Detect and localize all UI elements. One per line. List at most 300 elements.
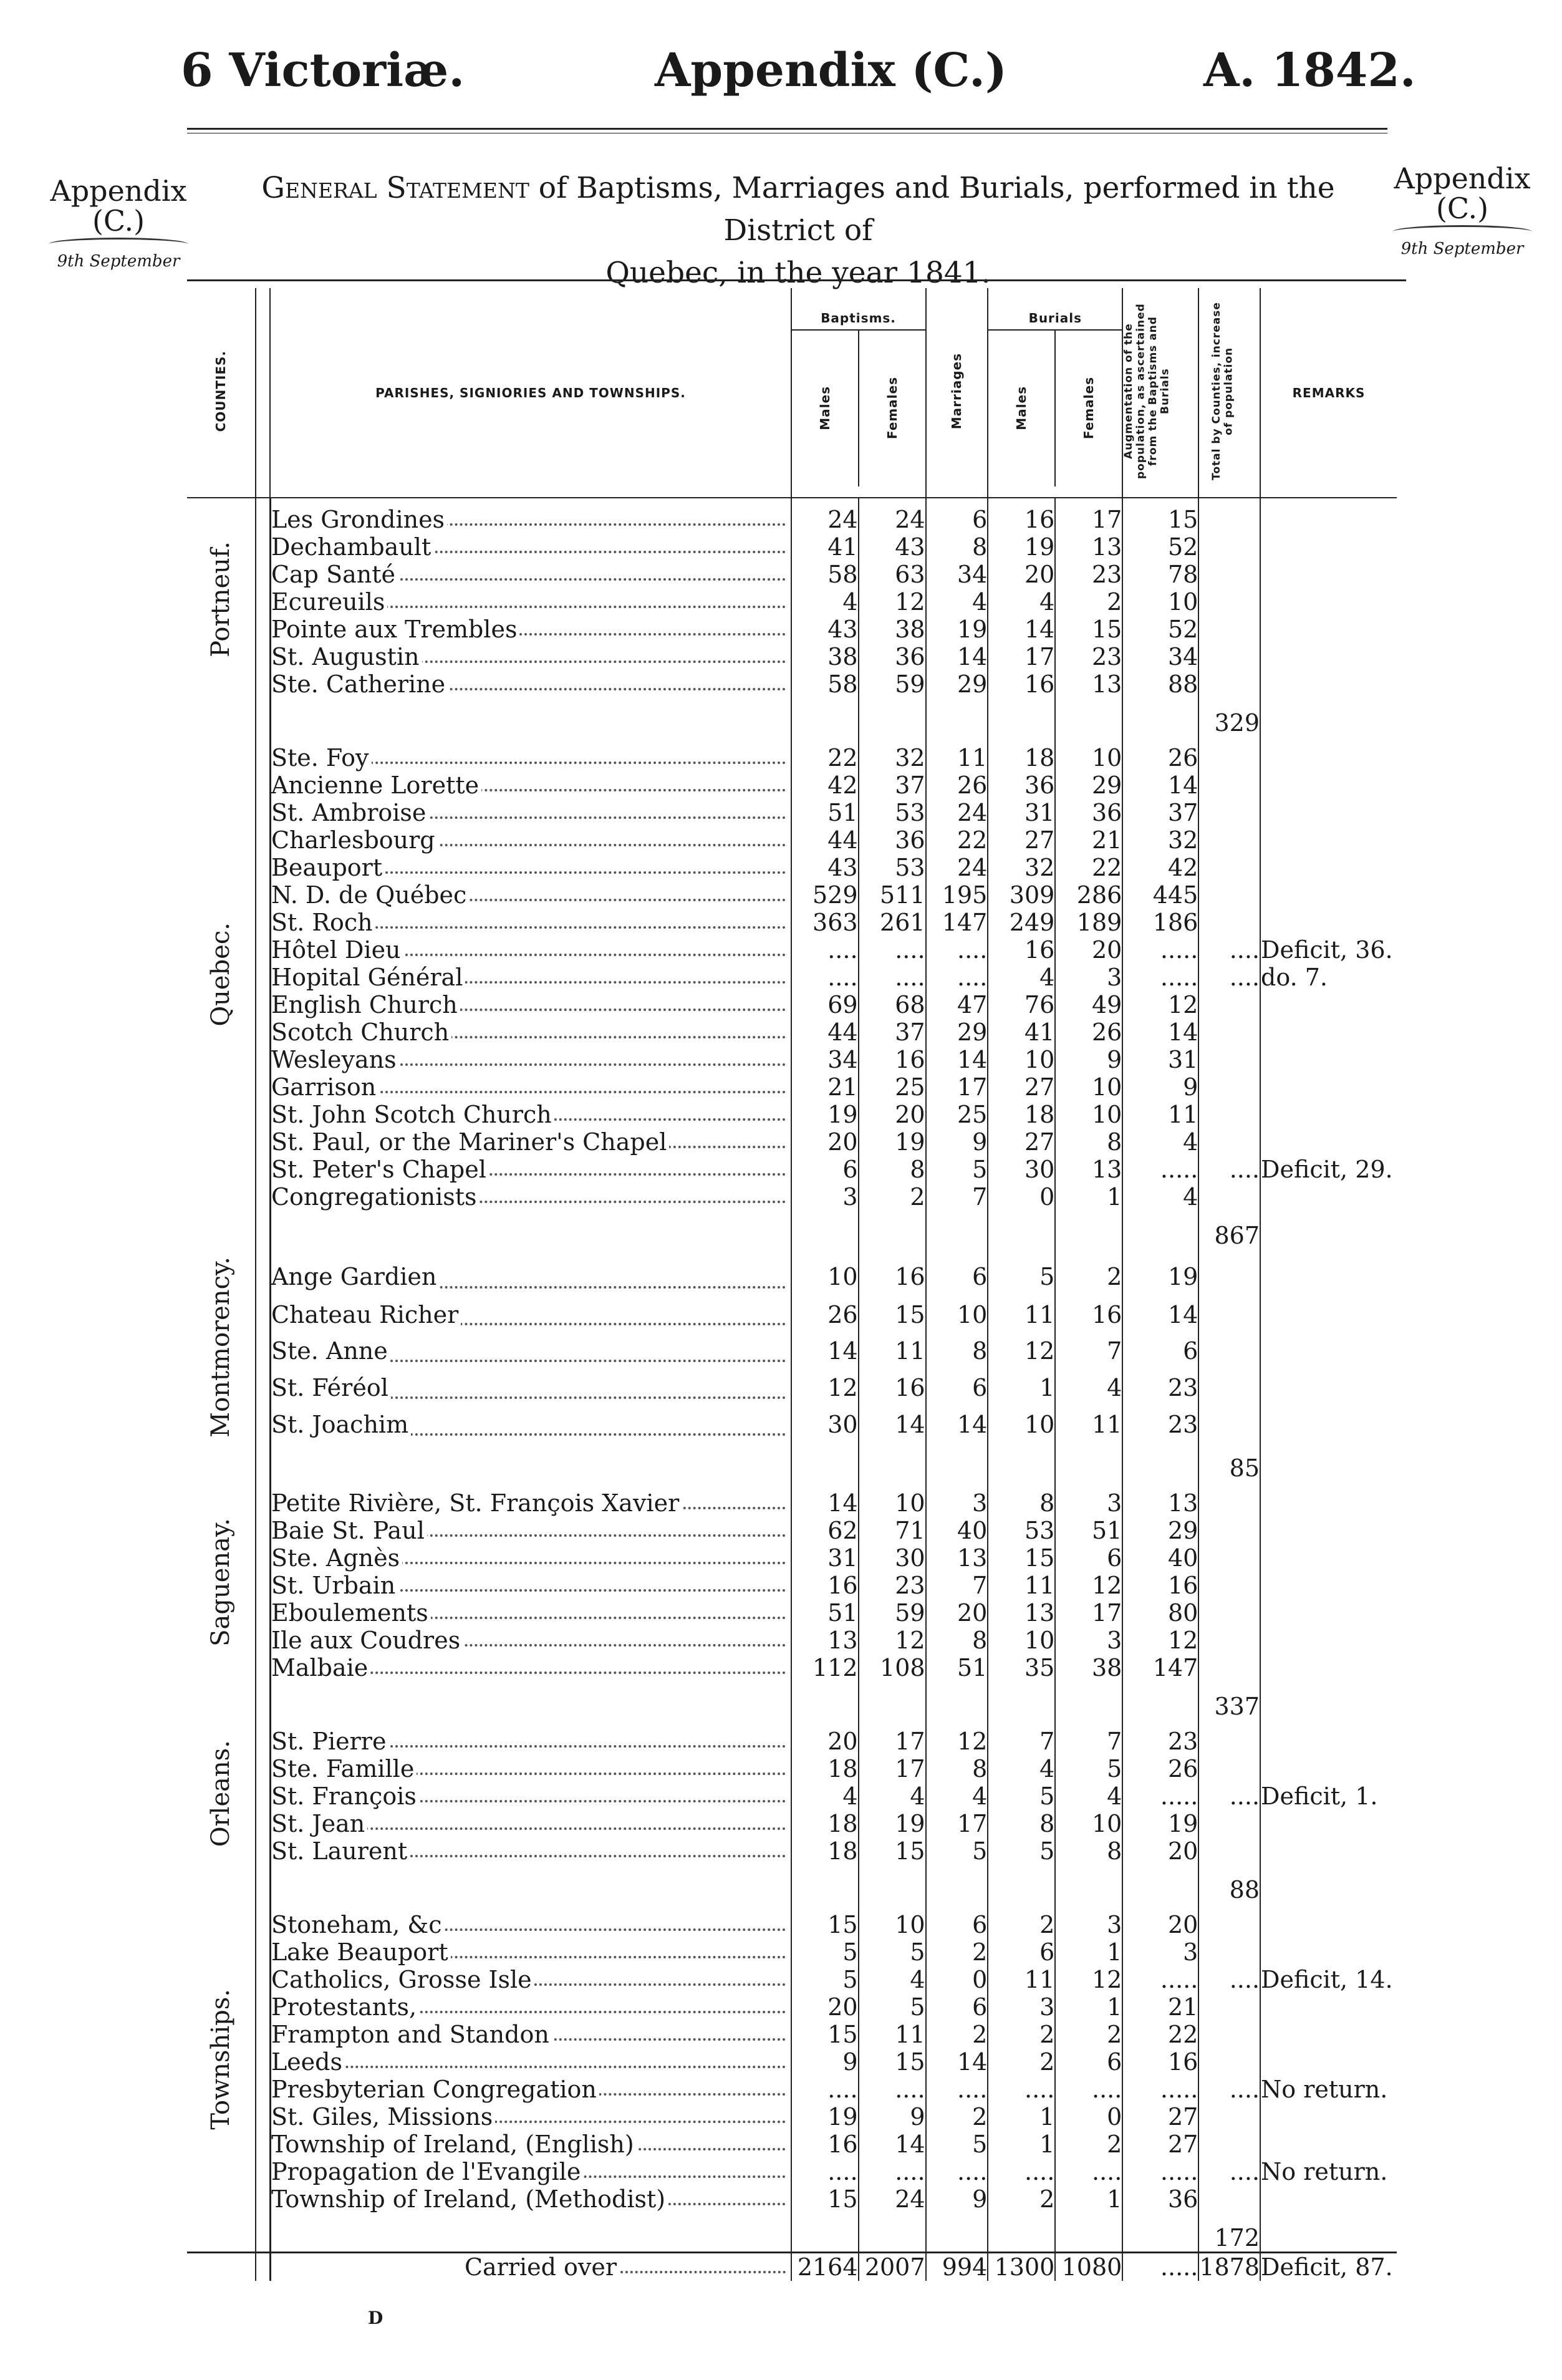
county-subtotal: 337	[1198, 1681, 1260, 1720]
augmentation-cell: 32	[1122, 826, 1198, 854]
marriages-cell: 2	[926, 1938, 988, 1966]
table-row	[187, 2131, 1397, 2158]
parish-label: Presbyterian Congregation	[271, 2076, 599, 2103]
burial-males-cell: 2	[988, 2021, 1055, 2048]
burial-males-cell: 10	[988, 1406, 1055, 1443]
burial-females-cell: 12	[1055, 1966, 1122, 1993]
table-row	[187, 1183, 1397, 1211]
augmentation-cell: .....	[1122, 1966, 1198, 1993]
total-cell: ....	[1198, 2158, 1260, 2185]
county-gap	[187, 2213, 256, 2253]
parish-name	[270, 1156, 791, 1183]
total-cell	[1198, 881, 1260, 909]
baptism-males-cell: 19	[791, 1101, 859, 1128]
parish-gap	[270, 1681, 791, 1720]
parish-name	[270, 1073, 791, 1101]
burial-males-cell: 17	[988, 643, 1055, 670]
burial-males-cell: 4	[988, 588, 1055, 616]
parish-name	[270, 1904, 791, 1938]
parish-label: Ste. Anne	[271, 1337, 390, 1365]
marriages-cell: 47	[926, 991, 988, 1018]
brace-gap	[256, 1681, 271, 1720]
col-baptisms-label: Baptisms.	[792, 299, 925, 331]
remarks-cell	[1260, 1370, 1397, 1406]
augmentation-cell: 14	[1122, 772, 1198, 799]
burial-males-cell: 1	[988, 2103, 1055, 2131]
baptism-males-cell: 15	[791, 2185, 859, 2213]
brace-icon	[1392, 225, 1532, 238]
baptism-males-cell: 4	[791, 588, 859, 616]
baptism-males-cell: 51	[791, 799, 859, 826]
table-row	[187, 826, 1397, 854]
burial-males-cell: 19	[988, 533, 1055, 561]
empty-cell	[791, 1681, 859, 1720]
burial-males-cell: 4	[988, 964, 1055, 991]
county-name: Orleans.	[206, 1739, 236, 1847]
empty-cell	[859, 1865, 926, 1904]
table-row	[187, 854, 1397, 881]
empty-cell	[859, 1443, 926, 1482]
total-cell	[1198, 498, 1260, 533]
empty-cell	[859, 1681, 926, 1720]
parish-name	[270, 2103, 791, 2131]
county-gap	[187, 698, 256, 737]
marriages-cell: 24	[926, 854, 988, 881]
parish-name	[270, 1810, 791, 1837]
remarks-cell	[1260, 2185, 1397, 2213]
table-row	[187, 881, 1397, 909]
remarks-cell	[1260, 2048, 1397, 2076]
total-cell: ....	[1198, 964, 1260, 991]
remarks-cell: Deficit, 1.	[1261, 1782, 1378, 1810]
augmentation-cell: 445	[1122, 881, 1198, 909]
augmentation-cell: .....	[1122, 1156, 1198, 1183]
brace-gap	[256, 2252, 271, 2281]
remarks-cell	[1260, 561, 1397, 588]
baptism-males-cell: 58	[791, 561, 859, 588]
burial-males-cell: 11	[988, 1966, 1055, 1993]
baptism-females-cell: 24	[859, 498, 926, 533]
marriages-cell: 29	[926, 1018, 988, 1046]
side-label-left-sub: (C.)	[92, 204, 145, 238]
augmentation-cell: 31	[1122, 1046, 1198, 1073]
marriages-cell: 5	[926, 1156, 988, 1183]
col-burial-males: Males	[988, 331, 1056, 486]
remarks-gap	[1260, 1681, 1397, 1720]
total-cell	[1198, 1333, 1260, 1370]
title-rule	[187, 279, 1406, 281]
subtotal-row	[187, 1681, 1397, 1720]
parish-name	[270, 1627, 791, 1654]
burial-females-cell: 0	[1055, 2103, 1122, 2131]
parish-label: Hôtel Dieu	[271, 936, 403, 964]
county-cell	[187, 1482, 256, 1681]
burial-males-cell: 27	[988, 1073, 1055, 1101]
parish-label: St. Roch	[271, 909, 375, 936]
remarks-cell	[1260, 533, 1397, 561]
total-cell	[1198, 1599, 1260, 1627]
burial-females-cell: 2	[1055, 1249, 1122, 1296]
burial-males-cell: 11	[988, 1296, 1055, 1333]
empty-cell	[1122, 698, 1198, 737]
carried-marriages: 994	[926, 2252, 988, 2281]
col-baptisms	[791, 288, 926, 498]
county-subtotal: 85	[1198, 1443, 1260, 1482]
table-row	[187, 670, 1397, 698]
empty-cell	[1055, 1443, 1122, 1482]
empty-cell	[1122, 1681, 1198, 1720]
table-row	[187, 1333, 1397, 1370]
remarks-cell	[1260, 670, 1397, 698]
augmentation-cell: 26	[1122, 1755, 1198, 1783]
total-cell	[1198, 670, 1260, 698]
parish-name	[270, 881, 791, 909]
burial-females-cell: 23	[1055, 643, 1122, 670]
augmentation-cell: .....	[1122, 1783, 1198, 1810]
baptism-females-cell: 25	[859, 1073, 926, 1101]
marriages-cell: 2	[926, 2103, 988, 2131]
parish-name	[270, 1783, 791, 1810]
burial-females-cell: 13	[1055, 1156, 1122, 1183]
remarks-cell: No return.	[1261, 2075, 1388, 2103]
parish-name	[270, 2021, 791, 2048]
brace-icon	[49, 238, 188, 251]
title-line1: of Baptisms, Marriages and Burials, performed in the District of	[529, 171, 1335, 248]
total-cell	[1198, 1654, 1260, 1681]
marriages-cell: 8	[926, 533, 988, 561]
parish-name	[270, 1249, 791, 1296]
marriages-cell: 13	[926, 1544, 988, 1572]
header-rule	[187, 128, 1387, 130]
empty-cell	[1122, 1211, 1198, 1249]
table-row	[187, 737, 1397, 772]
marriages-cell: 14	[926, 643, 988, 670]
marriages-cell: ....	[926, 936, 988, 964]
parish-name	[270, 1572, 791, 1599]
table-row	[187, 1966, 1397, 1993]
burial-males-cell: 15	[988, 1544, 1055, 1572]
side-label-right	[1387, 163, 1537, 258]
parish-name	[270, 2048, 791, 2076]
burial-females-cell: 26	[1055, 1018, 1122, 1046]
baptism-females-cell: 261	[859, 909, 926, 936]
subtotal-row	[187, 1211, 1397, 1249]
parish-label: Charlesbourg	[271, 826, 438, 854]
total-cell	[1198, 1837, 1260, 1865]
burial-males-cell: 7	[988, 1720, 1055, 1755]
parish-label: St. Joachim	[271, 1411, 411, 1438]
augmentation-cell: 13	[1122, 1482, 1198, 1517]
marriages-cell: 3	[926, 1482, 988, 1517]
total-cell	[1198, 909, 1260, 936]
county-subtotal: 329	[1198, 698, 1260, 737]
burial-females-cell: 11	[1055, 1406, 1122, 1443]
parish-name	[270, 854, 791, 881]
brace-icon	[256, 737, 271, 1211]
baptism-males-cell: 18	[791, 1837, 859, 1865]
carried-over-text: Carried over	[465, 2253, 619, 2281]
marriages-cell: 10	[926, 1296, 988, 1333]
table-row	[187, 1406, 1397, 1443]
table-row	[187, 1073, 1397, 1101]
parish-name	[270, 2185, 791, 2213]
baptism-females-cell: 108	[859, 1654, 926, 1681]
baptism-males-cell: 15	[791, 1904, 859, 1938]
table-row	[187, 1572, 1397, 1599]
remarks-cell	[1260, 588, 1397, 616]
parish-label: Wesleyans	[271, 1046, 399, 1073]
baptism-males-cell: 41	[791, 533, 859, 561]
table-row	[187, 1627, 1397, 1654]
burial-females-cell: 8	[1055, 1837, 1122, 1865]
title-smallcaps: General Statement	[261, 171, 529, 205]
empty-cell	[988, 1681, 1055, 1720]
burial-males-cell: 31	[988, 799, 1055, 826]
augmentation-cell: .....	[1122, 964, 1198, 991]
burial-males-cell: 2	[988, 2185, 1055, 2213]
baptism-females-cell: 9	[859, 2103, 926, 2131]
empty-cell	[926, 1865, 988, 1904]
county-cell	[187, 498, 256, 698]
baptism-females-cell: 30	[859, 1544, 926, 1572]
marriages-cell: 40	[926, 1517, 988, 1544]
total-cell	[1198, 616, 1260, 643]
county-gap	[187, 1211, 256, 1249]
burial-males-cell: ....	[988, 2076, 1055, 2103]
burial-males-cell: 5	[988, 1837, 1055, 1865]
baptism-females-cell: 19	[859, 1810, 926, 1837]
total-cell	[1198, 2103, 1260, 2131]
remarks-cell	[1260, 1406, 1397, 1443]
table-row	[187, 991, 1397, 1018]
remarks-cell	[1260, 1018, 1397, 1046]
augmentation-cell: 52	[1122, 533, 1198, 561]
marriages-cell: 195	[926, 881, 988, 909]
parish-label: Malbaie	[271, 1654, 370, 1681]
marriages-cell: 5	[926, 2131, 988, 2158]
parish-name	[270, 1938, 791, 1966]
total-cell	[1198, 588, 1260, 616]
total-cell	[1198, 772, 1260, 799]
remarks-cell	[1260, 498, 1397, 533]
marriages-cell: 6	[926, 1993, 988, 2021]
parish-label: Propagation de l'Evangile	[271, 2158, 583, 2185]
empty-cell	[791, 698, 859, 737]
empty-cell	[791, 2213, 859, 2253]
marriages-cell: 17	[926, 1810, 988, 1837]
augmentation-cell: 37	[1122, 799, 1198, 826]
parish-label: English Church	[271, 991, 460, 1018]
parish-label: St. Féréol	[271, 1374, 391, 1401]
baptism-males-cell: 69	[791, 991, 859, 1018]
parish-name	[270, 1544, 791, 1572]
augmentation-cell: 21	[1122, 1993, 1198, 2021]
subtotal-row	[187, 1443, 1397, 1482]
col-augmentation: Augmentation of the population, as ascertained from the Baptisms and Burials	[1122, 288, 1198, 498]
baptism-females-cell: 5	[859, 1938, 926, 1966]
parish-name	[270, 1720, 791, 1755]
marriages-cell: 2	[926, 2021, 988, 2048]
side-label-right-date: 9th September	[1400, 239, 1524, 258]
empty-cell	[988, 1865, 1055, 1904]
col-brace	[256, 288, 271, 498]
total-cell: ....	[1198, 1156, 1260, 1183]
table-row	[187, 2103, 1397, 2131]
parish-label: Pointe aux Trembles	[271, 616, 520, 643]
parish-label: Township of Ireland, (English)	[271, 2131, 637, 2158]
remarks-gap	[1260, 2213, 1397, 2253]
baptism-males-cell: ....	[791, 964, 859, 991]
total-cell	[1198, 1720, 1260, 1755]
parish-name	[270, 1296, 791, 1333]
baptism-females-cell: 36	[859, 826, 926, 854]
parish-gap	[270, 1865, 791, 1904]
remarks-cell	[1260, 1073, 1397, 1101]
empty-cell	[791, 1211, 859, 1249]
header-center: Appendix (C.)	[655, 44, 1007, 97]
burial-females-cell: 6	[1055, 1544, 1122, 1572]
marriages-cell: 4	[926, 1783, 988, 1810]
remarks-cell	[1260, 1572, 1397, 1599]
table-row	[187, 1544, 1397, 1572]
baptism-females-cell: 16	[859, 1370, 926, 1406]
parish-label: Scotch Church	[271, 1018, 451, 1046]
baptism-females-cell: 32	[859, 737, 926, 772]
parish-label: Township of Ireland, (Methodist)	[271, 2185, 668, 2213]
burial-males-cell: 27	[988, 1128, 1055, 1156]
col-baptism-females: Females	[884, 377, 900, 440]
table-row	[187, 799, 1397, 826]
burial-females-cell: 13	[1055, 533, 1122, 561]
marriages-cell: 9	[926, 2185, 988, 2213]
parish-label: Ste. Famille	[271, 1755, 417, 1783]
county-gap	[187, 1443, 256, 1482]
burial-females-cell: 286	[1055, 881, 1122, 909]
baptism-males-cell: 30	[791, 1406, 859, 1443]
marriages-cell: 6	[926, 498, 988, 533]
burial-females-cell: 9	[1055, 1046, 1122, 1073]
burial-females-cell: 1	[1055, 1183, 1122, 1211]
burial-males-cell: 8	[988, 1810, 1055, 1837]
title-line2: Quebec, in the year 1841.	[605, 256, 991, 291]
burial-males-cell: 14	[988, 616, 1055, 643]
marriages-cell: 147	[926, 909, 988, 936]
parish-label: Ste. Catherine	[271, 670, 448, 698]
baptism-males-cell: 19	[791, 2103, 859, 2131]
carried-baptism-males: 2164	[791, 2252, 859, 2281]
baptism-females-cell: ....	[859, 2076, 926, 2103]
burial-females-cell: 7	[1055, 1333, 1122, 1370]
burial-males-cell: 5	[988, 1783, 1055, 1810]
total-cell	[1198, 561, 1260, 588]
parish-label: Petite Rivière, St. François Xavier	[271, 1489, 682, 1517]
augmentation-cell: 147	[1122, 1654, 1198, 1681]
table-row	[187, 1156, 1397, 1183]
baptism-males-cell: 14	[791, 1333, 859, 1370]
burial-males-cell: 20	[988, 561, 1055, 588]
augmentation-cell: 3	[1122, 1938, 1198, 1966]
table-row	[187, 964, 1397, 991]
burial-females-cell: 51	[1055, 1517, 1122, 1544]
carried-burial-females: 1080	[1055, 2252, 1122, 2281]
county-subtotal: 867	[1198, 1211, 1260, 1249]
augmentation-cell: 19	[1122, 1249, 1198, 1296]
county-cell	[187, 1720, 256, 1865]
county-gap	[187, 2252, 256, 2281]
augmentation-cell: 23	[1122, 1720, 1198, 1755]
augmentation-cell: 11	[1122, 1101, 1198, 1128]
burial-females-cell: 49	[1055, 991, 1122, 1018]
empty-cell	[926, 1443, 988, 1482]
parish-name	[270, 1654, 791, 1681]
parish-label: Ile aux Coudres	[271, 1627, 463, 1654]
empty-cell	[791, 1443, 859, 1482]
total-cell	[1198, 1627, 1260, 1654]
parish-label: St. Jean	[271, 1810, 367, 1837]
remarks-cell	[1260, 643, 1397, 670]
table-row	[187, 1993, 1397, 2021]
burial-males-cell: 13	[988, 1599, 1055, 1627]
burial-females-cell: 1	[1055, 2185, 1122, 2213]
burial-females-cell: 5	[1055, 1755, 1122, 1783]
augmentation-cell: 19	[1122, 1810, 1198, 1837]
parish-label: Eboulements	[271, 1599, 431, 1627]
parish-label: Catholics, Grosse Isle	[271, 1966, 534, 1993]
marriages-cell: 6	[926, 1249, 988, 1296]
augmentation-cell: 80	[1122, 1599, 1198, 1627]
marriages-cell: 8	[926, 1755, 988, 1783]
baptism-females-cell: 59	[859, 1599, 926, 1627]
parish-name	[270, 1966, 791, 1993]
county-name: Saguenay.	[206, 1518, 236, 1647]
empty-cell	[1055, 698, 1122, 737]
augmentation-cell: 22	[1122, 2021, 1198, 2048]
baptism-females-cell: 16	[859, 1046, 926, 1073]
remarks-cell	[1260, 1599, 1397, 1627]
marriages-cell: 12	[926, 1720, 988, 1755]
remarks-cell	[1260, 799, 1397, 826]
marriages-cell: 17	[926, 1073, 988, 1101]
table-row	[187, 1249, 1397, 1296]
empty-cell	[988, 1443, 1055, 1482]
augmentation-cell: 52	[1122, 616, 1198, 643]
baptism-males-cell: 43	[791, 616, 859, 643]
brace-gap	[256, 1865, 271, 1904]
remarks-cell: do. 7.	[1261, 964, 1328, 991]
baptism-males-cell: 9	[791, 2048, 859, 2076]
burial-males-cell: 36	[988, 772, 1055, 799]
burial-males-cell: 4	[988, 1755, 1055, 1783]
burial-females-cell: 36	[1055, 799, 1122, 826]
remarks-cell	[1260, 2021, 1397, 2048]
total-cell	[1198, 1249, 1260, 1296]
augmentation-cell: 20	[1122, 1837, 1198, 1865]
table-row	[187, 2048, 1397, 2076]
baptism-males-cell: 529	[791, 881, 859, 909]
marriages-cell: 22	[926, 826, 988, 854]
empty-cell	[1055, 2213, 1122, 2253]
side-label-left	[44, 176, 193, 270]
side-label-left-date: 9th September	[57, 251, 180, 271]
table-row	[187, 1482, 1397, 1517]
burial-males-cell: 32	[988, 854, 1055, 881]
parish-name	[270, 1993, 791, 2021]
parish-gap	[270, 1211, 791, 1249]
parish-label: Les Grondines	[271, 506, 447, 533]
baptism-males-cell: 15	[791, 2021, 859, 2048]
parish-label: Cap Santé	[271, 561, 398, 588]
total-cell	[1198, 1517, 1260, 1544]
